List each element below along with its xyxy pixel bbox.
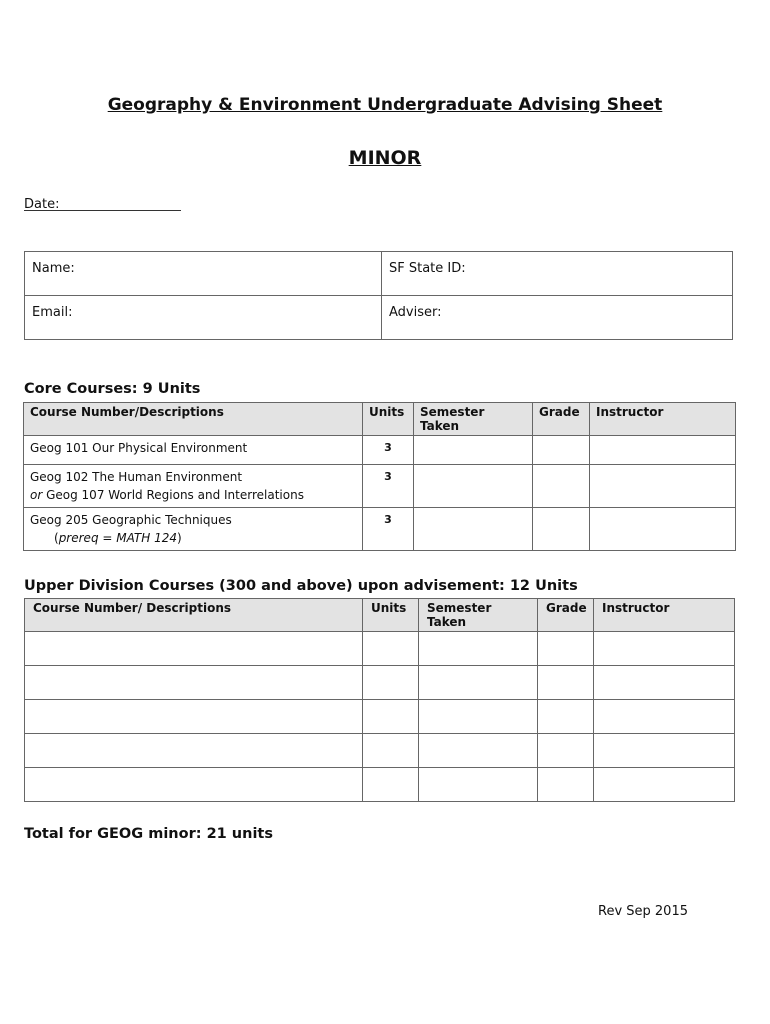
instructor-cell[interactable] — [590, 508, 736, 551]
total-units: Total for GEOG minor: 21 units — [24, 826, 273, 842]
instructor-cell[interactable] — [594, 632, 735, 666]
column-header-instructor: Instructor — [594, 599, 735, 632]
table-header-row — [24, 403, 736, 436]
course-cell[interactable] — [25, 632, 363, 666]
column-header-units: Units — [363, 599, 419, 632]
sf-state-id-field[interactable] — [382, 252, 733, 296]
semester-cell[interactable] — [414, 436, 533, 465]
grade-cell[interactable] — [538, 700, 594, 734]
units-cell[interactable] — [363, 700, 419, 734]
course-units: 3 — [363, 465, 414, 508]
grade-cell[interactable] — [533, 465, 590, 508]
instructor-cell[interactable] — [594, 734, 735, 768]
column-header-instructor: Instructor — [590, 403, 736, 436]
course-name: Geog 101 Our Physical Environment — [30, 441, 248, 455]
revision-date: Rev Sep 2015 — [598, 904, 688, 919]
grade-cell[interactable] — [538, 666, 594, 700]
course-cell[interactable] — [25, 768, 363, 802]
course-description — [24, 465, 363, 508]
grade-cell[interactable] — [538, 734, 594, 768]
instructor-cell[interactable] — [594, 666, 735, 700]
page-title: Geography & Environment Undergraduate Advising Sheet — [107, 95, 663, 115]
course-name: Geog 102 The Human Environment — [30, 470, 243, 484]
semester-cell[interactable] — [419, 734, 538, 768]
upper-division-body — [25, 632, 735, 802]
date-label: Date: — [24, 197, 60, 212]
table-row — [25, 768, 735, 802]
grade-cell[interactable] — [538, 632, 594, 666]
column-header-units: Units — [363, 403, 414, 436]
semester-cell[interactable] — [419, 632, 538, 666]
adviser-label: Adviser: — [389, 305, 442, 320]
core-courses-table — [23, 402, 736, 551]
sf-state-id-label: SF State ID: — [389, 261, 466, 276]
student-info-table — [24, 251, 733, 340]
course-units: 3 — [363, 508, 414, 551]
course-description — [24, 508, 363, 551]
grade-cell[interactable] — [538, 768, 594, 802]
semester-cell[interactable] — [414, 465, 533, 508]
units-cell[interactable] — [363, 734, 419, 768]
prereq-text: prereq = MATH 124 — [58, 531, 177, 545]
adviser-field[interactable] — [382, 296, 733, 340]
column-header-semester: Semester Taken — [414, 403, 533, 436]
units-cell[interactable] — [363, 666, 419, 700]
table-header-row — [25, 599, 735, 632]
upper-division-heading: Upper Division Courses (300 and above) upon advisement: 12 Units — [24, 578, 578, 594]
table-row — [25, 700, 735, 734]
semester-cell[interactable] — [419, 666, 538, 700]
semester-cell[interactable] — [414, 508, 533, 551]
instructor-cell[interactable] — [590, 436, 736, 465]
table-row — [25, 666, 735, 700]
prerequisite-note — [30, 529, 182, 547]
table-row — [25, 632, 735, 666]
semester-cell[interactable] — [419, 768, 538, 802]
course-cell[interactable] — [25, 700, 363, 734]
units-cell[interactable] — [363, 768, 419, 802]
name-field[interactable] — [25, 252, 382, 296]
name-label: Name: — [32, 261, 75, 276]
prereq-open-paren: ( — [54, 531, 59, 545]
table-row — [24, 508, 736, 551]
or-label: or — [30, 488, 43, 502]
email-label: Email: — [32, 305, 73, 320]
date-field[interactable] — [24, 210, 181, 211]
table-row — [24, 465, 736, 508]
semester-cell[interactable] — [419, 700, 538, 734]
course-cell[interactable] — [25, 666, 363, 700]
upper-division-table — [24, 598, 735, 802]
course-name: Geog 205 Geographic Techniques — [30, 513, 232, 527]
column-header-course: Course Number/ Descriptions — [25, 599, 363, 632]
grade-cell[interactable] — [533, 436, 590, 465]
table-row — [24, 436, 736, 465]
alt-course-name: Geog 107 World Regions and Interrelations — [42, 488, 304, 502]
page-subtitle: MINOR — [348, 147, 422, 169]
column-header-grade: Grade — [538, 599, 594, 632]
course-units: 3 — [363, 436, 414, 465]
prereq-close-paren: ) — [177, 531, 182, 545]
grade-cell[interactable] — [533, 508, 590, 551]
email-field[interactable] — [25, 296, 382, 340]
course-alternative — [30, 486, 356, 504]
instructor-cell[interactable] — [594, 700, 735, 734]
table-row — [25, 734, 735, 768]
course-cell[interactable] — [25, 734, 363, 768]
column-header-course: Course Number/Descriptions — [24, 403, 363, 436]
instructor-cell[interactable] — [594, 768, 735, 802]
core-courses-heading: Core Courses: 9 Units — [24, 381, 201, 397]
column-header-semester: Semester Taken — [419, 599, 538, 632]
instructor-cell[interactable] — [590, 465, 736, 508]
course-description — [24, 436, 363, 465]
units-cell[interactable] — [363, 632, 419, 666]
column-header-grade: Grade — [533, 403, 590, 436]
